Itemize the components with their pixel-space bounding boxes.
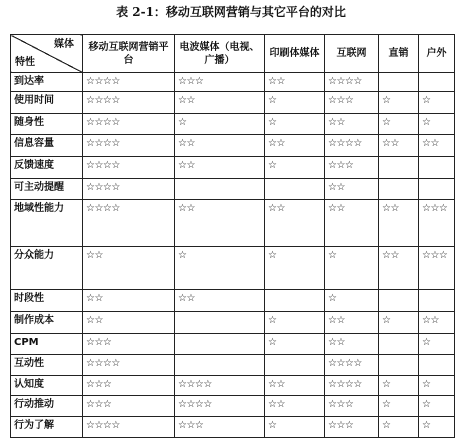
table-row: [11, 312, 455, 334]
star-rating-cell: [419, 354, 455, 375]
star-rating-cell: ☆: [419, 333, 455, 354]
star-rating-cell: ☆☆☆: [419, 199, 455, 246]
star-rating-cell: ☆☆☆: [83, 396, 175, 417]
star-rating-cell: ☆: [379, 417, 419, 438]
star-rating-cell: ☆: [419, 375, 455, 396]
table-row: [11, 179, 455, 200]
star-rating-cell: ☆: [265, 246, 325, 290]
star-rating-cell: ☆☆☆: [325, 91, 379, 113]
star-rating-cell: [419, 157, 455, 179]
star-rating-cell: ☆: [379, 113, 419, 135]
feature-label: 随身性: [11, 113, 83, 135]
star-rating-cell: ☆☆: [379, 246, 419, 290]
table-row: [11, 113, 455, 135]
star-rating-cell: ☆☆: [175, 135, 265, 157]
star-rating-cell: [175, 179, 265, 200]
diagonal-header-cell: [11, 35, 83, 73]
column-header: 互联网: [325, 35, 379, 73]
media-axis-label: 媒体: [54, 39, 74, 50]
table-row: [11, 73, 455, 92]
table-row: [11, 290, 455, 312]
star-rating-cell: ☆: [379, 91, 419, 113]
star-rating-cell: ☆☆☆☆: [83, 157, 175, 179]
star-rating-cell: ☆☆☆☆: [83, 417, 175, 438]
star-rating-cell: [265, 179, 325, 200]
star-rating-cell: [379, 179, 419, 200]
table-row: [11, 375, 455, 396]
star-rating-cell: ☆☆: [83, 246, 175, 290]
star-rating-cell: ☆☆☆: [325, 157, 379, 179]
star-rating-cell: ☆: [175, 246, 265, 290]
feature-label: 使用时间: [11, 91, 83, 113]
table-row: [11, 135, 455, 157]
table-row: [11, 91, 455, 113]
star-rating-cell: ☆☆: [419, 135, 455, 157]
star-rating-cell: ☆☆☆☆: [83, 91, 175, 113]
star-rating-cell: [175, 354, 265, 375]
star-rating-cell: ☆☆: [265, 375, 325, 396]
star-rating-cell: ☆☆: [325, 312, 379, 334]
table-row: [11, 333, 455, 354]
table-row: [11, 417, 455, 438]
star-rating-cell: ☆☆: [83, 290, 175, 312]
feature-label: 可主动提醒: [11, 179, 83, 200]
star-rating-cell: [175, 312, 265, 334]
star-rating-cell: ☆☆: [379, 135, 419, 157]
column-header: 电波媒体（电视、广播）: [175, 35, 265, 73]
column-header: 印刷体媒体: [265, 35, 325, 73]
star-rating-cell: ☆☆: [175, 290, 265, 312]
star-rating-cell: [265, 290, 325, 312]
header-row: [11, 35, 455, 73]
star-rating-cell: [379, 333, 419, 354]
table-row: [11, 157, 455, 179]
feature-label: 行为了解: [11, 417, 83, 438]
column-header: 移动互联网营销平台: [83, 35, 175, 73]
star-rating-cell: ☆☆: [175, 91, 265, 113]
star-rating-cell: [419, 290, 455, 312]
table-row: [11, 396, 455, 417]
feature-label: 认知度: [11, 375, 83, 396]
star-rating-cell: ☆☆: [83, 312, 175, 334]
star-rating-cell: ☆: [419, 91, 455, 113]
column-header: 直销: [379, 35, 419, 73]
star-rating-cell: ☆☆☆☆: [83, 73, 175, 92]
star-rating-cell: ☆: [419, 396, 455, 417]
star-rating-cell: ☆☆☆☆: [83, 354, 175, 375]
star-rating-cell: ☆: [265, 417, 325, 438]
star-rating-cell: ☆☆☆☆: [325, 375, 379, 396]
feature-label: 地域性能力: [11, 199, 83, 246]
star-rating-cell: ☆☆: [265, 135, 325, 157]
feature-axis-label: 特性: [15, 57, 35, 68]
star-rating-cell: ☆☆☆☆: [175, 375, 265, 396]
star-rating-cell: [379, 73, 419, 92]
star-rating-cell: ☆☆: [419, 312, 455, 334]
star-rating-cell: ☆☆: [325, 333, 379, 354]
star-rating-cell: [379, 290, 419, 312]
star-rating-cell: ☆☆☆: [325, 417, 379, 438]
star-rating-cell: [175, 333, 265, 354]
star-rating-cell: ☆☆: [325, 113, 379, 135]
star-rating-cell: ☆☆☆: [325, 396, 379, 417]
star-rating-cell: ☆☆: [265, 73, 325, 92]
feature-label: 行动推动: [11, 396, 83, 417]
table-row: [11, 199, 455, 246]
star-rating-cell: ☆: [265, 113, 325, 135]
star-rating-cell: ☆☆: [265, 396, 325, 417]
star-rating-cell: ☆☆☆: [419, 246, 455, 290]
feature-label: 时段性: [11, 290, 83, 312]
table-row: [11, 354, 455, 375]
star-rating-cell: ☆: [265, 312, 325, 334]
table-title: 表 2-1：移动互联网营销与其它平台的对比: [116, 5, 346, 19]
feature-label: 分众能力: [11, 246, 83, 290]
star-rating-cell: ☆: [265, 157, 325, 179]
star-rating-cell: ☆: [379, 375, 419, 396]
star-rating-cell: ☆☆☆☆: [83, 113, 175, 135]
comparison-table: [10, 34, 455, 438]
star-rating-cell: ☆: [379, 396, 419, 417]
star-rating-cell: ☆: [419, 113, 455, 135]
star-rating-cell: [379, 157, 419, 179]
feature-label: 到达率: [11, 73, 83, 92]
star-rating-cell: ☆☆☆☆: [175, 396, 265, 417]
star-rating-cell: ☆☆☆☆: [325, 73, 379, 92]
column-header: 户外: [419, 35, 455, 73]
star-rating-cell: ☆☆: [325, 179, 379, 200]
star-rating-cell: [419, 73, 455, 92]
star-rating-cell: ☆☆☆☆: [83, 199, 175, 246]
star-rating-cell: ☆☆: [175, 157, 265, 179]
star-rating-cell: ☆☆: [325, 199, 379, 246]
feature-label: 反馈速度: [11, 157, 83, 179]
star-rating-cell: ☆☆☆: [175, 73, 265, 92]
star-rating-cell: [419, 179, 455, 200]
table-row: [11, 246, 455, 290]
star-rating-cell: ☆☆☆☆: [83, 179, 175, 200]
star-rating-cell: ☆☆: [379, 199, 419, 246]
star-rating-cell: ☆☆☆: [83, 375, 175, 396]
star-rating-cell: ☆☆☆: [83, 333, 175, 354]
star-rating-cell: ☆: [265, 333, 325, 354]
star-rating-cell: ☆: [419, 417, 455, 438]
star-rating-cell: ☆☆☆☆: [83, 135, 175, 157]
feature-label: 制作成本: [11, 312, 83, 334]
star-rating-cell: ☆☆: [175, 199, 265, 246]
star-rating-cell: ☆: [379, 312, 419, 334]
star-rating-cell: ☆☆☆: [175, 417, 265, 438]
star-rating-cell: ☆: [265, 91, 325, 113]
star-rating-cell: ☆☆: [265, 199, 325, 246]
feature-label: 互动性: [11, 354, 83, 375]
feature-label: 信息容量: [11, 135, 83, 157]
star-rating-cell: ☆☆☆☆: [325, 354, 379, 375]
star-rating-cell: [265, 354, 325, 375]
star-rating-cell: ☆: [325, 290, 379, 312]
star-rating-cell: ☆: [175, 113, 265, 135]
star-rating-cell: ☆: [325, 246, 379, 290]
star-rating-cell: [379, 354, 419, 375]
star-rating-cell: ☆☆☆☆: [325, 135, 379, 157]
feature-label: CPM: [11, 333, 83, 354]
